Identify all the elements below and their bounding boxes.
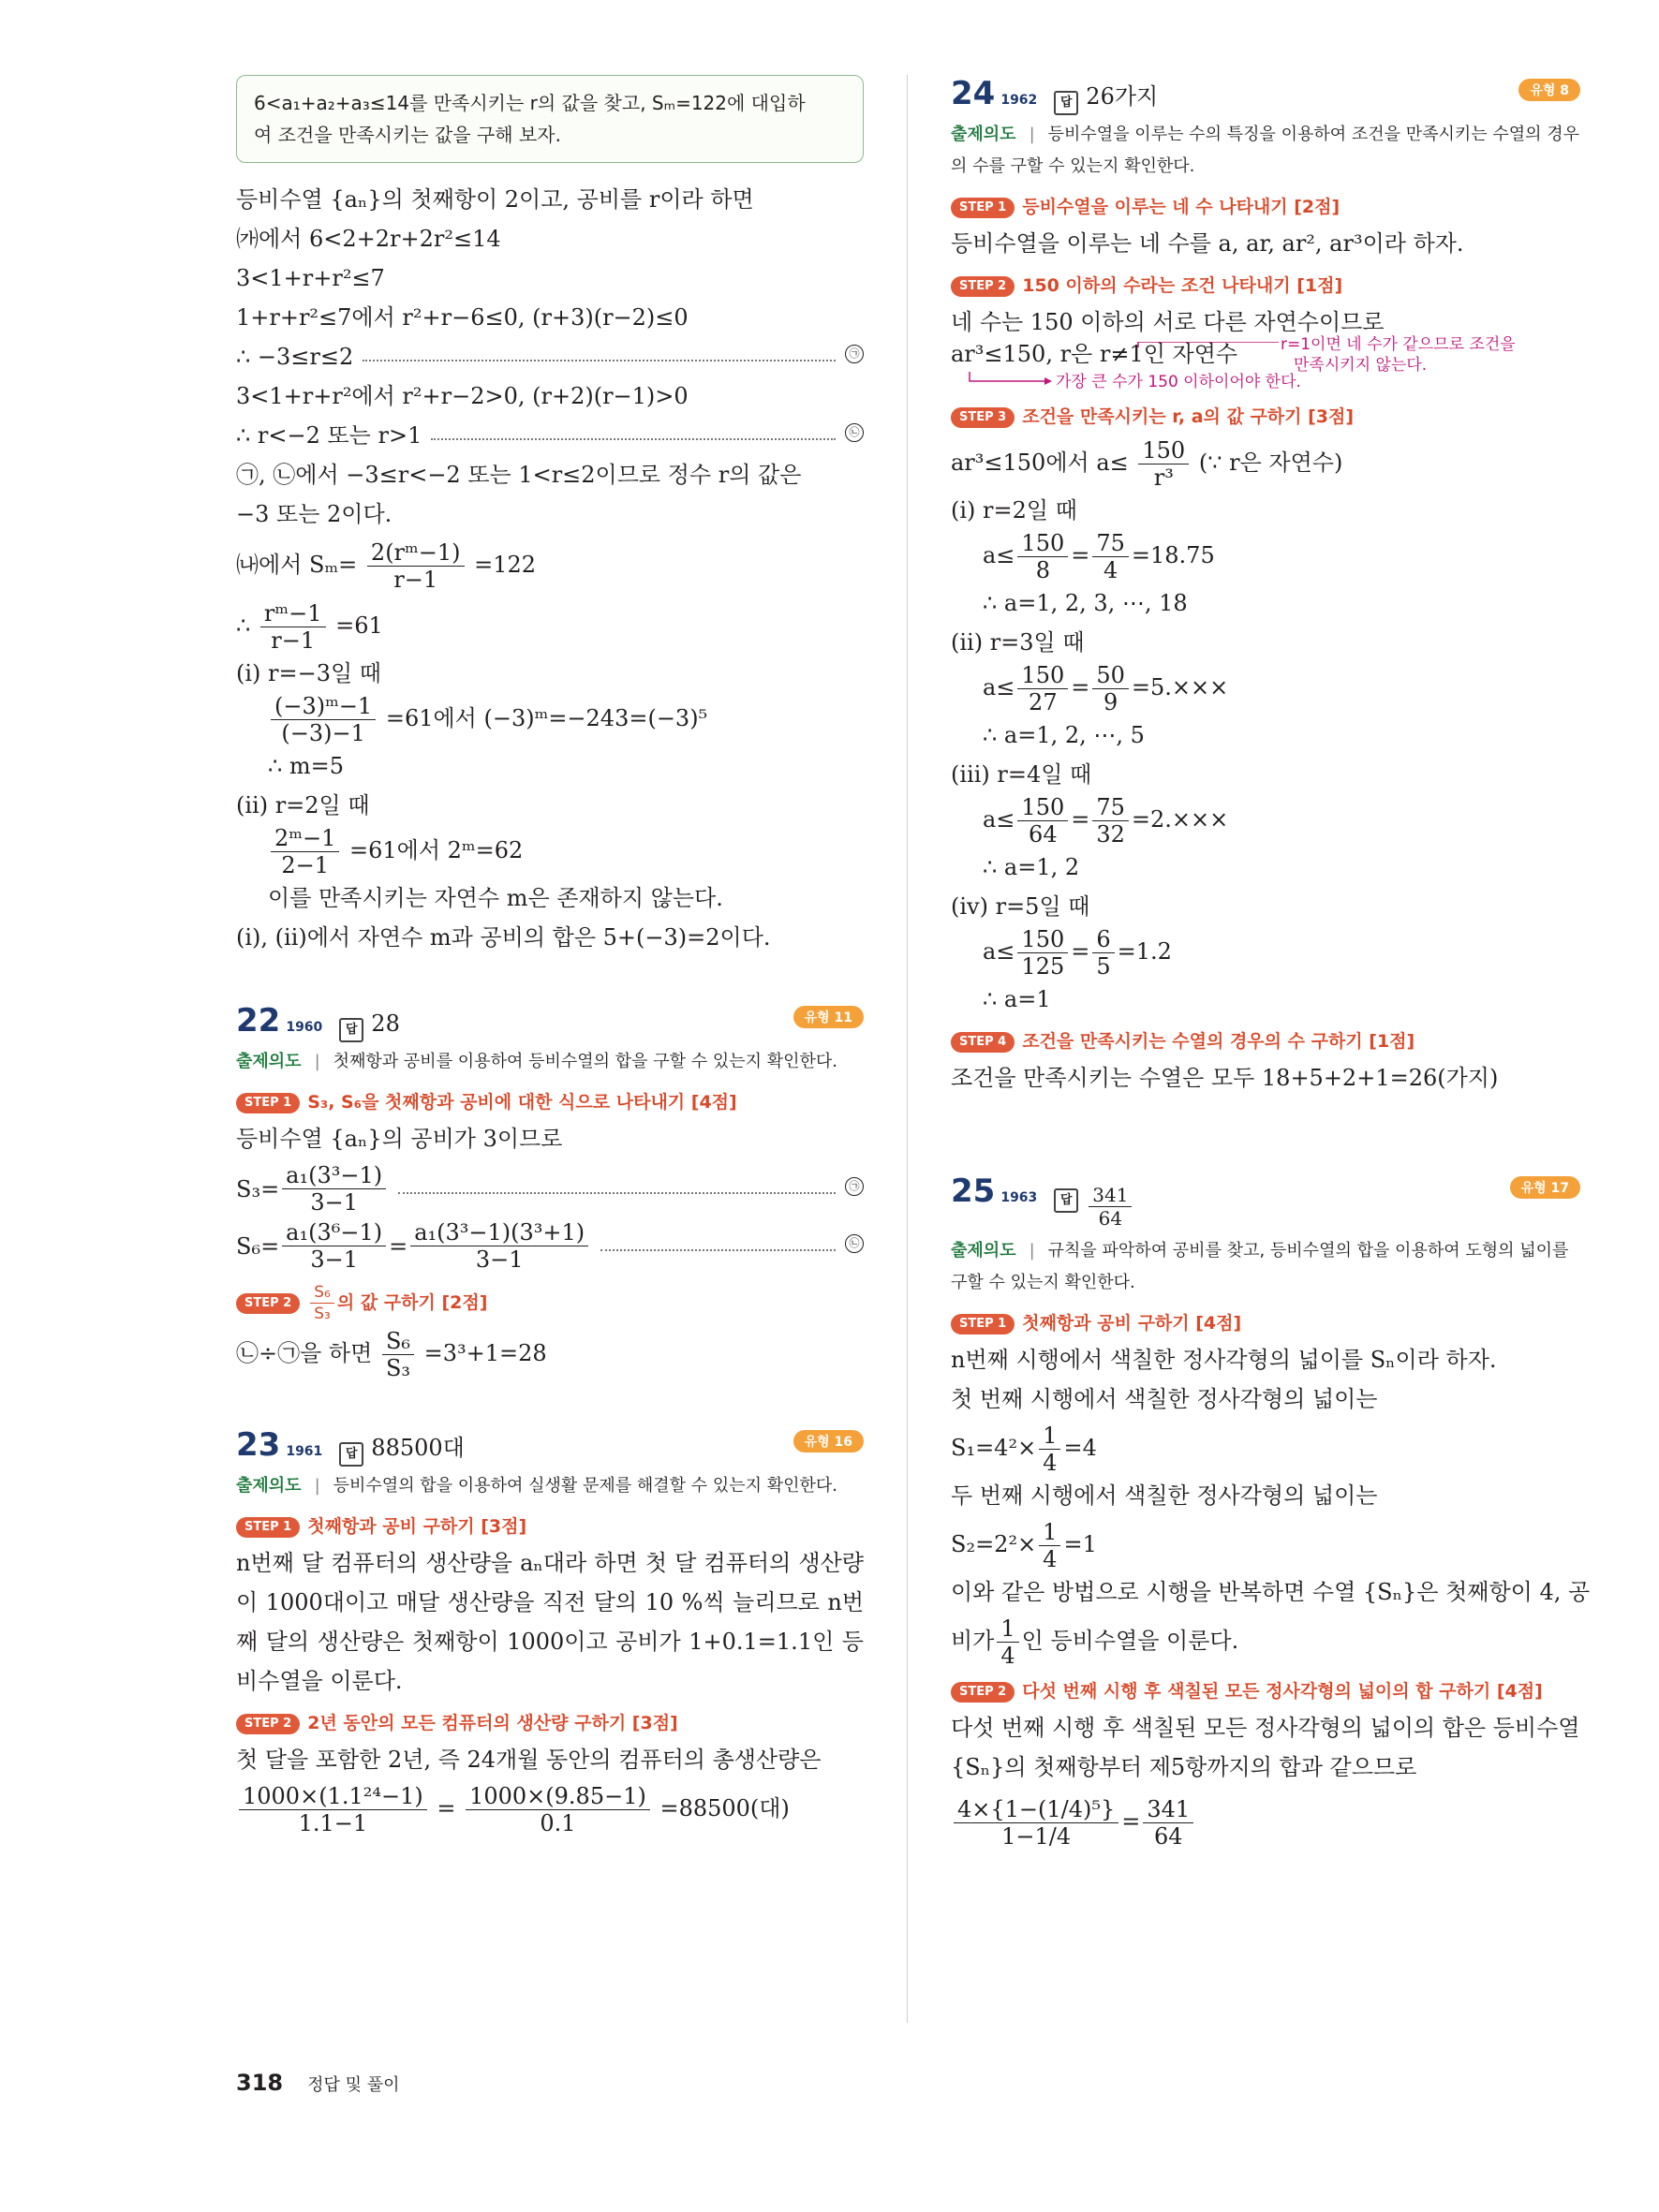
solution-line: 네 수는 150 이하의 서로 다른 자연수이므로 xyxy=(951,309,1385,335)
annotation-text: 가장 큰 수가 150 이하이어야 한다. xyxy=(1056,373,1301,391)
fraction xyxy=(410,1219,588,1273)
step-heading xyxy=(951,1025,1580,1058)
dotted-leader xyxy=(398,1192,836,1194)
fraction xyxy=(1092,662,1129,715)
intent-separator: | xyxy=(1029,1241,1035,1261)
step-heading xyxy=(951,190,1580,224)
intent-label: 출제의도 xyxy=(951,125,1016,144)
solution-line: 3<1+r+r²에서 r²+r−2>0, (r+2)(r−1)>0 xyxy=(236,383,689,409)
fraction xyxy=(382,1328,414,1381)
fraction xyxy=(310,1282,334,1324)
step-badge: STEP 1 xyxy=(951,1314,1015,1335)
fraction xyxy=(1017,926,1068,980)
solution-line: ㉠, ㉡에서 −3≤r<−2 또는 1<r≤2이므로 정수 r의 값은 xyxy=(236,462,802,488)
solution-paragraph: n번째 달 컴퓨터의 생산량을 aₙ대라 하면 첫 달 컴퓨터의 생산량이 1000대이고 매달 생산량을 직전 달의 10 %씩 늘리므로 n번째 달의 생산량은 첫째항이 1000이고 공비가 1+0.1=1.1인 등비수열을 이룬다. xyxy=(236,1550,864,1694)
answer-value: 28 xyxy=(371,1010,400,1037)
mark-circle-b: ㉡ xyxy=(845,423,864,442)
left-column xyxy=(236,75,864,1836)
intent-text: 등비수열을 이루는 수의 특징을 이용하여 조건을 만족시키는 수열의 경우의 수를 구할 수 있는지 확인한다. xyxy=(951,125,1580,176)
solution-line xyxy=(951,437,1580,491)
fraction xyxy=(260,600,326,654)
problem-code: 1962 xyxy=(1000,93,1038,108)
solution-line: n번째 시행에서 색칠한 정사각형의 넓이를 Sₙ이라 하자. xyxy=(951,1347,1497,1373)
solution-line-marked xyxy=(236,1162,864,1216)
solution-line: ∴ a=1, 2, 3, ⋯, 18 xyxy=(983,590,1188,616)
math-text: a≤ xyxy=(983,806,1015,833)
denominator: 64 xyxy=(1154,1823,1183,1850)
fraction xyxy=(282,1162,386,1216)
step-badge: STEP 2 xyxy=(236,1293,300,1314)
case-label: (ⅲ) r=4일 때 xyxy=(951,761,1092,788)
case-label: (ⅰ) r=2일 때 xyxy=(951,497,1077,524)
step-badge: STEP 1 xyxy=(236,1093,300,1113)
solution-line: 조건을 만족시키는 수열은 모두 18+5+2+1=26(가지) xyxy=(951,1065,1499,1091)
equals-sign: = xyxy=(389,1232,408,1260)
fraction xyxy=(1039,1519,1060,1572)
step-heading xyxy=(236,1282,864,1324)
fraction xyxy=(282,1219,386,1273)
solution-line xyxy=(951,530,1580,583)
answer-value: 26가지 xyxy=(1086,83,1159,110)
fraction xyxy=(1017,530,1068,583)
problem-intent xyxy=(236,1470,864,1502)
step-title: 조건을 만족시키는 r, a의 값 구하기 [3점] xyxy=(1022,406,1355,427)
math-text: 비가 xyxy=(951,1628,995,1654)
fraction xyxy=(239,1783,427,1836)
mark-circle-b: ㉡ xyxy=(845,1234,864,1253)
step-heading xyxy=(236,1085,864,1119)
solution-line-marked xyxy=(236,337,864,376)
solution-line xyxy=(951,1615,1580,1669)
step-title: S₃, S₆을 첫째항과 공비에 대한 식으로 나타내기 [4점] xyxy=(307,1092,737,1113)
solution-line: 등비수열 {aₙ}의 공비가 3이므로 xyxy=(236,1126,563,1152)
math-text: ∴ xyxy=(236,612,251,639)
math-text: S₁=4²× xyxy=(951,1435,1037,1461)
fraction xyxy=(1138,437,1189,491)
step-title: 첫째항과 공비 구하기 [4점] xyxy=(1022,1313,1242,1334)
answer-value: 88500대 xyxy=(371,1435,465,1461)
math-text: ar³≤150에서 a≤ xyxy=(951,450,1129,476)
solution-line xyxy=(951,1423,1580,1476)
type-badge: 유형 17 xyxy=(1510,1176,1580,1199)
numerator: 75 xyxy=(1092,530,1129,557)
step-heading xyxy=(951,1306,1580,1340)
footer-title: 정답 및 풀이 xyxy=(307,2075,400,2095)
denominator: r−1 xyxy=(271,627,316,654)
mark-circle-a: ㉠ xyxy=(845,1177,864,1196)
step-badge: STEP 3 xyxy=(951,407,1015,428)
intent-text: 등비수열의 합을 이용하여 실생활 문제를 해결할 수 있는지 확인한다. xyxy=(333,1476,837,1496)
denominator: 3−1 xyxy=(310,1246,358,1273)
denominator: 3−1 xyxy=(475,1246,524,1273)
step-title: 다섯 번째 시행 후 색칠된 모든 정사각형의 넓이의 합 구하기 [4점] xyxy=(1022,1681,1543,1702)
math-text: ㈏에서 Sₘ= xyxy=(236,552,358,578)
solution-text: ∴ −3≤r≤2 xyxy=(236,344,354,370)
math-text: =61에서 2ᵐ=62 xyxy=(349,837,524,863)
fraction xyxy=(997,1615,1018,1669)
page-footer xyxy=(236,2070,400,2096)
solution-line: (ⅰ), (ⅱ)에서 자연수 m과 공비의 합은 5+(−3)=2이다. xyxy=(236,924,771,951)
denominator: S₃ xyxy=(385,1355,410,1381)
solution-line xyxy=(236,825,864,878)
dotted-leader xyxy=(431,438,836,440)
solution-line: 이를 만족시키는 자연수 m은 존재하지 않는다. xyxy=(268,885,723,911)
answer-icon: 답 xyxy=(339,1018,363,1042)
solution-line: ar³≤150, r은 r≠1인 자연수 xyxy=(951,341,1238,367)
math-text: 인 등비수열을 이룬다. xyxy=(1021,1628,1239,1654)
denominator: 1.1−1 xyxy=(298,1810,368,1836)
problem-number: 24 xyxy=(951,75,996,112)
intent-separator: | xyxy=(314,1476,320,1496)
step-title: 2년 동안의 모든 컴퓨터의 생산량 구하기 [3점] xyxy=(307,1713,678,1733)
step-heading xyxy=(951,1674,1580,1708)
numerator: 1000×(9.85−1) xyxy=(466,1783,650,1810)
answer-icon: 답 xyxy=(1054,1188,1078,1213)
page-number: 318 xyxy=(236,2070,284,2096)
fraction xyxy=(271,825,339,878)
answer-icon: 답 xyxy=(339,1442,363,1467)
denominator: 27 xyxy=(1029,689,1058,715)
denominator: 9 xyxy=(1103,689,1118,715)
math-text: =1 xyxy=(1063,1531,1097,1557)
solution-line xyxy=(236,1783,864,1836)
solution-line: 이와 같은 방법으로 시행을 반복하면 수열 {Sₙ}은 첫째항이 4, 공 xyxy=(951,1579,1591,1605)
step-badge: STEP 2 xyxy=(951,1682,1015,1703)
math-text: ㉡÷㉠을 하면 xyxy=(236,1340,373,1366)
math-text: =1.2 xyxy=(1117,938,1172,965)
math-text: a≤ xyxy=(983,938,1015,965)
solution-line xyxy=(236,693,864,746)
step-heading xyxy=(236,1510,864,1543)
step-badge: STEP 2 xyxy=(951,276,1015,297)
numerator: 150 xyxy=(1017,926,1068,953)
solution-line xyxy=(236,539,864,593)
math-text: a≤ xyxy=(983,674,1015,700)
problem-number: 23 xyxy=(236,1426,281,1464)
answer-fraction xyxy=(1089,1184,1132,1230)
equals-sign: = xyxy=(437,1795,456,1821)
solution-line xyxy=(951,794,1580,848)
problem-header-23 xyxy=(236,1426,864,1465)
type-badge: 유형 16 xyxy=(793,1430,864,1453)
annotation-text: r=1이면 네 수가 같으므로 조건을 xyxy=(1281,335,1516,354)
solution-line: (ⅰ) r=−3일 때 xyxy=(236,660,381,686)
denominator: (−3)−1 xyxy=(281,720,365,746)
fraction xyxy=(466,1783,650,1836)
type-badge: 유형 11 xyxy=(793,1006,864,1028)
numerator: 1 xyxy=(1039,1519,1060,1546)
problem-code: 1963 xyxy=(1000,1190,1038,1205)
step-title: 등비수열을 이루는 네 수 나타내기 [2점] xyxy=(1022,197,1341,217)
case-label: (ⅱ) r=3일 때 xyxy=(951,629,1085,656)
step-heading xyxy=(236,1706,864,1740)
problem-code: 1960 xyxy=(286,1020,323,1035)
denominator: 125 xyxy=(1021,953,1065,980)
solution-line: {Sₙ}의 첫째항부터 제5항까지의 합과 같으므로 xyxy=(951,1754,1417,1780)
solution-line: 1+r+r²≤7에서 r²+r−6≤0, (r+3)(r−2)≤0 xyxy=(236,304,689,331)
step-badge: STEP 1 xyxy=(236,1517,300,1538)
equals-sign: = xyxy=(1071,674,1090,700)
step-badge: STEP 2 xyxy=(236,1714,300,1734)
numerator: S₆ xyxy=(310,1282,334,1304)
solution-line-marked xyxy=(236,1219,864,1273)
numerator: 1 xyxy=(997,1615,1018,1643)
numerator: 4×{1−(1/4)⁵} xyxy=(954,1796,1118,1823)
problem-number: 25 xyxy=(951,1172,996,1210)
solution-line xyxy=(951,1796,1580,1850)
numerator: 2(rᵐ−1) xyxy=(367,539,465,567)
math-text: =4 xyxy=(1063,1435,1097,1461)
denominator: S₃ xyxy=(314,1305,331,1323)
numerator: 341 xyxy=(1143,1796,1193,1823)
solution-line: ㈎에서 6<2+2r+2r²≤14 xyxy=(236,226,501,252)
right-column xyxy=(951,75,1591,1850)
fraction xyxy=(1017,794,1068,848)
solution-line: 첫 번째 시행에서 색칠한 정사각형의 넓이는 xyxy=(951,1386,1378,1412)
solution-line xyxy=(951,926,1580,980)
denominator: 4 xyxy=(1043,1546,1058,1572)
equals-sign: = xyxy=(1071,938,1090,965)
math-text: =88500(대) xyxy=(659,1795,790,1821)
solution-line: ∴ a=1, 2, ⋯, 5 xyxy=(983,722,1145,748)
step-badge: STEP 4 xyxy=(951,1032,1015,1053)
dotted-leader xyxy=(600,1249,836,1251)
numerator: rᵐ−1 xyxy=(260,600,326,627)
problem-code: 1961 xyxy=(286,1444,323,1459)
denominator: r−1 xyxy=(393,567,438,593)
numerator: a₁(3³−1) xyxy=(282,1162,386,1189)
hint-line-1: 6<a₁+a₂+a₃≤14를 만족시키는 r의 값을 찾고, Sₘ=122에 대입하 xyxy=(254,92,806,114)
fraction xyxy=(1092,794,1129,848)
numerator: 150 xyxy=(1017,794,1068,821)
solution-line: 등비수열 {aₙ}의 첫째항이 2이고, 공비를 r이라 하면 xyxy=(236,186,754,213)
equals-sign: = xyxy=(1121,1808,1141,1835)
math-text: (∵ r은 자연수) xyxy=(1198,450,1343,476)
fraction xyxy=(367,539,465,593)
math-text: =3³+1=28 xyxy=(423,1340,547,1366)
math-text: S₃= xyxy=(236,1175,280,1202)
denominator: 0.1 xyxy=(540,1810,576,1836)
solution-line: ∴ m=5 xyxy=(268,753,345,779)
math-text: a≤ xyxy=(983,542,1015,568)
denominator: 32 xyxy=(1096,821,1125,848)
denominator: 3−1 xyxy=(310,1189,358,1216)
numerator: 341 xyxy=(1089,1184,1132,1207)
denominator: 4 xyxy=(1043,1450,1058,1476)
intent-label: 출제의도 xyxy=(236,1052,302,1071)
intent-label: 출제의도 xyxy=(236,1476,302,1496)
problem-header-24 xyxy=(951,75,1580,113)
solution-line xyxy=(236,1328,864,1381)
math-text: =5.××× xyxy=(1131,674,1229,700)
denominator: 5 xyxy=(1096,953,1111,980)
numerator: 6 xyxy=(1092,926,1114,953)
math-text: =122 xyxy=(474,552,537,578)
numerator: 150 xyxy=(1017,662,1068,689)
math-text: =2.××× xyxy=(1131,806,1229,833)
case-label: (ⅳ) r=5일 때 xyxy=(951,893,1090,920)
fraction xyxy=(1092,530,1129,583)
step-title: 의 값 구하기 [2점] xyxy=(336,1292,488,1313)
math-text: =61 xyxy=(335,612,383,639)
fraction xyxy=(954,1796,1118,1850)
numerator: 150 xyxy=(1017,530,1068,557)
problem-intent xyxy=(236,1046,864,1078)
step-heading xyxy=(951,269,1580,302)
numerator: 50 xyxy=(1092,662,1129,689)
type-badge: 유형 8 xyxy=(1518,79,1580,101)
numerator: 1 xyxy=(1039,1423,1060,1450)
math-text: =18.75 xyxy=(1131,542,1215,568)
fraction xyxy=(1039,1423,1060,1476)
annotation-text: 만족시키지 않는다. xyxy=(1294,356,1428,375)
intent-separator: | xyxy=(1029,125,1035,144)
solution-line: −3 또는 2이다. xyxy=(236,501,393,527)
numerator: 75 xyxy=(1092,794,1129,821)
fraction xyxy=(271,693,376,746)
numerator: a₁(3⁶−1) xyxy=(282,1219,386,1246)
equals-sign: = xyxy=(1071,806,1090,833)
step-title: 첫째항과 공비 구하기 [3점] xyxy=(307,1516,527,1537)
denominator: 4 xyxy=(1000,1643,1015,1669)
math-text: =61에서 (−3)ᵐ=−243=(−3)⁵ xyxy=(385,705,708,731)
problem-number: 22 xyxy=(236,1002,281,1040)
solution-line xyxy=(236,600,864,654)
solution-line: ∴ a=1, 2 xyxy=(983,854,1080,880)
step-title: 150 이하의 수라는 조건 나타내기 [1점] xyxy=(1022,275,1343,296)
step-badge: STEP 1 xyxy=(951,198,1015,218)
problem-intent xyxy=(951,119,1580,183)
solution-line: ∴ a=1 xyxy=(983,986,1051,1012)
denominator: 1−1/4 xyxy=(1001,1823,1072,1850)
problem-header-25 xyxy=(951,1172,1580,1230)
solution-line-marked xyxy=(236,416,864,455)
denominator: 4 xyxy=(1103,557,1118,583)
denominator: 8 xyxy=(1035,557,1050,583)
solution-text: ∴ r<−2 또는 r>1 xyxy=(236,422,422,449)
intent-separator: | xyxy=(314,1052,320,1071)
solution-line: 첫 달을 포함한 2년, 즉 24개월 동안의 컴퓨터의 총생산량은 xyxy=(236,1747,822,1773)
mark-circle-a: ㉠ xyxy=(845,345,864,363)
math-text: S₂=2²× xyxy=(951,1531,1037,1557)
intent-text: 첫째항과 공비를 이용하여 등비수열의 합을 구할 수 있는지 확인한다. xyxy=(333,1052,837,1071)
denominator: 64 xyxy=(1029,821,1058,848)
step-heading xyxy=(951,400,1580,434)
solution-line: 등비수열을 이루는 네 수를 a, ar, ar², ar³이라 하자. xyxy=(951,230,1464,257)
solution-line xyxy=(951,662,1580,715)
annotated-line xyxy=(951,335,1580,394)
answer-icon: 답 xyxy=(1054,91,1078,115)
numerator: a₁(3³−1)(3³+1) xyxy=(410,1219,588,1246)
fraction xyxy=(1143,1796,1193,1850)
column-divider xyxy=(907,75,908,2023)
solution-line: 3<1+r+r²≤7 xyxy=(236,265,385,291)
problem-intent xyxy=(951,1235,1580,1299)
solution-line: 다섯 번째 시행 후 색칠된 모든 정사각형의 넓이의 합은 등비수열 xyxy=(951,1715,1580,1741)
hint-box xyxy=(236,75,864,163)
equals-sign: = xyxy=(1071,542,1090,568)
hint-line-2: 여 조건을 만족시키는 값을 구해 보자. xyxy=(254,124,561,146)
denominator: r³ xyxy=(1153,465,1174,491)
intent-label: 출제의도 xyxy=(951,1241,1016,1261)
dotted-leader xyxy=(363,360,836,361)
solution-line: (ⅱ) r=2일 때 xyxy=(236,792,370,818)
numerator: S₆ xyxy=(382,1328,414,1355)
math-text: S₆= xyxy=(236,1232,280,1260)
fraction xyxy=(1092,926,1114,980)
solution-line: 두 번째 시행에서 색칠한 정사각형의 넓이는 xyxy=(951,1482,1378,1509)
numerator: 150 xyxy=(1138,437,1189,465)
denominator: 64 xyxy=(1098,1207,1123,1230)
denominator: 2−1 xyxy=(281,852,330,878)
numerator: (−3)ᵐ−1 xyxy=(271,693,376,720)
numerator: 1000×(1.1²⁴−1) xyxy=(239,1783,427,1810)
solution-line xyxy=(951,1519,1580,1572)
intent-text: 규칙을 파악하여 공비를 찾고, 등비수열의 합을 이용하여 도형의 넓이를 구할 수 있는지 확인한다. xyxy=(951,1241,1569,1292)
fraction xyxy=(1017,662,1068,715)
problem-header-22 xyxy=(236,1002,864,1040)
step-title: 조건을 만족시키는 수열의 경우의 수 구하기 [1점] xyxy=(1022,1031,1415,1052)
numerator: 2ᵐ−1 xyxy=(271,825,339,852)
